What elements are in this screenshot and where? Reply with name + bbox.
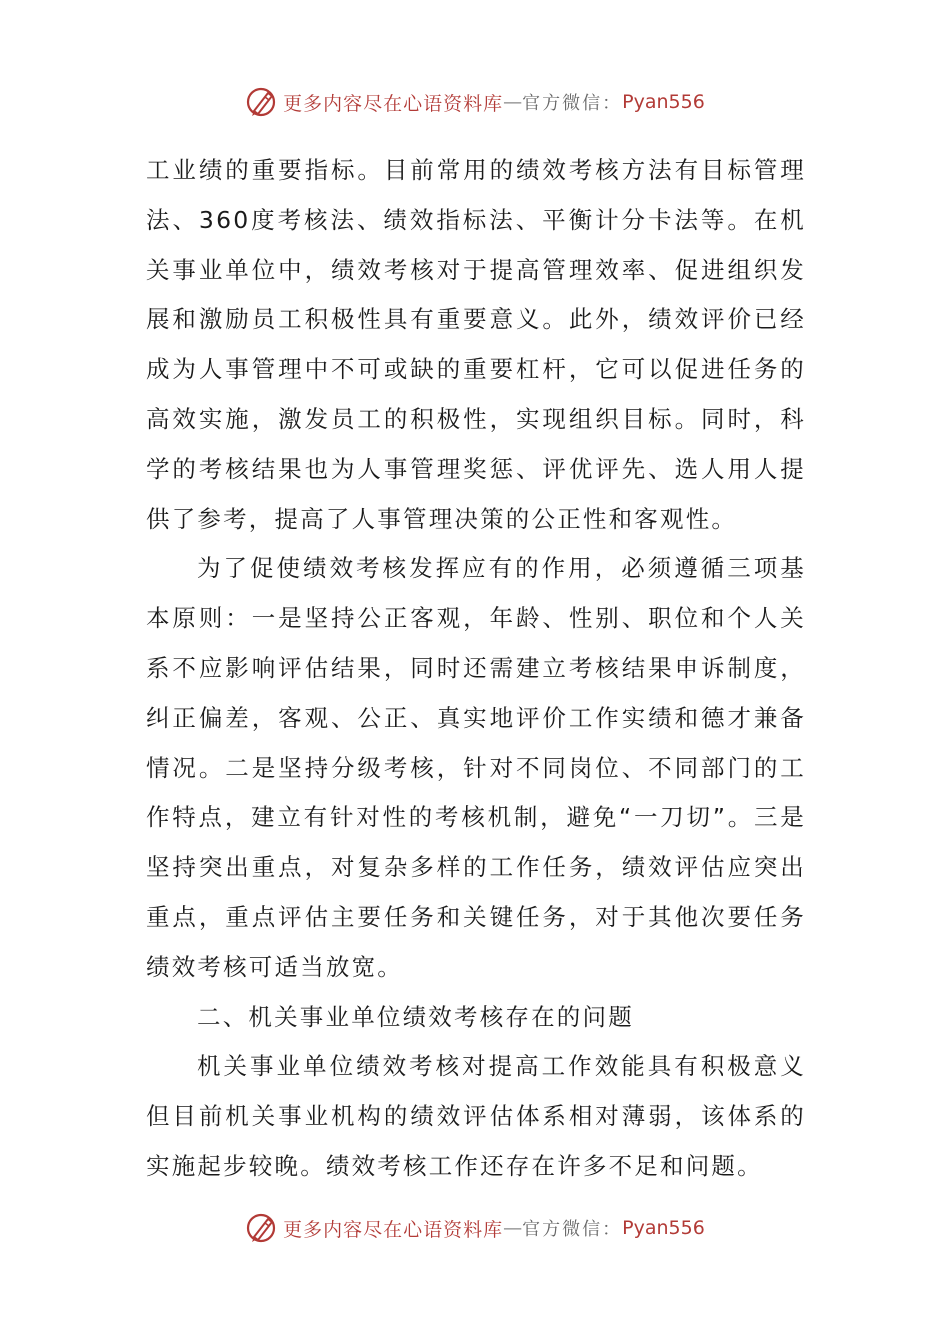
footer-watermark bbox=[0, 1208, 950, 1248]
paragraph-continuation: 工业绩的重要指标。目前常用的绩效考核方法有目标管理法、360度考核法、绩效指标法、平衡计分卡法等。在机关事业单位中，绩效考核对于提高管理效率、促进组织发展和激励员工积极性具有重要意义。此外，绩效评价已经成为人事管理中不可或缺的重要杠杆，它可以促进任务的高效实施，激发员工的积极性，实现组织目标。同时，科学的考核结果也为人事管理奖惩、评优评先、选人用人提供了参考，提高了人事管理决策的公正性和客观性。 bbox=[146, 156, 806, 533]
watermark-text: 更多内容尽在心语资料库 bbox=[283, 1218, 504, 1241]
watermark-separator: — bbox=[503, 91, 523, 113]
document-body bbox=[146, 146, 806, 1192]
watermark-contact-id: Pyan556 bbox=[622, 1217, 705, 1239]
watermark-contact-label: 官方微信： bbox=[522, 93, 623, 114]
header-watermark bbox=[0, 82, 950, 122]
watermark-separator: — bbox=[503, 1217, 523, 1239]
section-heading: 二、机关事业单位绩效考核存在的问题 bbox=[197, 1002, 634, 1031]
watermark-contact-id: Pyan556 bbox=[622, 91, 705, 113]
pen-nib-logo-icon bbox=[245, 85, 279, 119]
watermark-contact-label: 官方微信： bbox=[522, 1219, 623, 1240]
paragraph-principles: 为了促使绩效考核发挥应有的作用，必须遵循三项基本原则：一是坚持公正客观，年龄、性别、职位和个人关系不应影响评估结果，同时还需建立考核结果申诉制度，纠正偏差，客观、公正、真实地评价工作实绩和德才兼备情况。二是坚持分级考核，针对不同岗位、不同部门的工作特点，建立有针对性的考核机制，避免“一刀切”。三是坚持突出重点，对复杂多样的工作任务，绩效评估应突出重点，重点评估主要任务和关键任务，对于其他次要任务绩效考核可适当放宽。 bbox=[146, 554, 806, 981]
pen-nib-logo-icon bbox=[245, 1211, 279, 1245]
paragraph-problems: 机关事业单位绩效考核对提高工作效能具有积极意义但目前机关事业机构的绩效评估体系相对薄弱，该体系的实施起步较晚。绩效考核工作还存在许多不足和问题。 bbox=[146, 1052, 806, 1180]
watermark-text: 更多内容尽在心语资料库 bbox=[283, 92, 504, 115]
